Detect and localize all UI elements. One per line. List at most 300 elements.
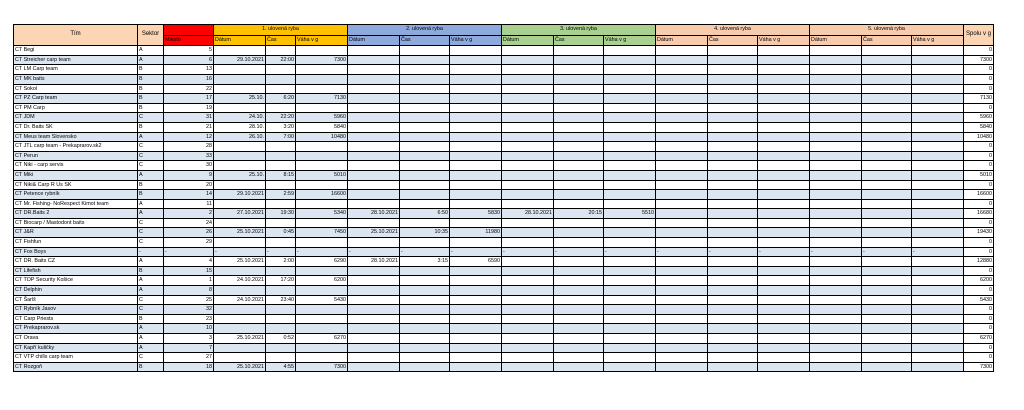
catch4-weight[interactable] xyxy=(758,343,810,353)
catch3-weight[interactable] xyxy=(604,151,656,161)
catch3-weight[interactable] xyxy=(604,122,656,132)
catch4-date[interactable] xyxy=(656,286,708,296)
catch1-time[interactable]: 19:30 xyxy=(266,209,296,219)
total-cell[interactable]: 6200 xyxy=(964,276,994,286)
catch5-time[interactable] xyxy=(862,353,912,363)
team-cell[interactable]: CT Lifefish xyxy=(14,266,138,276)
catch1-date[interactable]: 25.10.2021 xyxy=(214,334,266,344)
catch1-time[interactable]: 7:00 xyxy=(266,132,296,142)
catch3-date[interactable] xyxy=(502,65,554,75)
catch3-weight[interactable] xyxy=(604,314,656,324)
catch3-time[interactable] xyxy=(554,343,604,353)
catch5-time[interactable] xyxy=(862,46,912,56)
catch2-time[interactable] xyxy=(400,84,450,94)
catch3-time[interactable] xyxy=(554,74,604,84)
total-cell[interactable]: 0 xyxy=(964,238,994,248)
catch4-time[interactable] xyxy=(708,65,758,75)
catch2-time[interactable] xyxy=(400,151,450,161)
catch3-weight[interactable] xyxy=(604,218,656,228)
catch2-date[interactable] xyxy=(348,151,400,161)
catch5-date[interactable] xyxy=(810,305,862,315)
sector-cell[interactable]: B xyxy=(138,84,164,94)
catch3-date[interactable] xyxy=(502,190,554,200)
catch2-time[interactable] xyxy=(400,286,450,296)
catch3-time[interactable] xyxy=(554,103,604,113)
catch2-time[interactable] xyxy=(400,295,450,305)
sector-cell[interactable]: B xyxy=(138,362,164,372)
catch4-weight[interactable] xyxy=(758,238,810,248)
sector-cell[interactable]: A xyxy=(138,276,164,286)
place-cell[interactable]: 21 xyxy=(164,122,214,132)
catch2-time[interactable] xyxy=(400,343,450,353)
catch1-time[interactable]: 22:20 xyxy=(266,113,296,123)
catch2-time[interactable] xyxy=(400,142,450,152)
catch4-date[interactable] xyxy=(656,46,708,56)
catch4-time[interactable] xyxy=(708,199,758,209)
catch3-date[interactable] xyxy=(502,305,554,315)
catch3-time[interactable] xyxy=(554,84,604,94)
catch3-time[interactable]: 20:15 xyxy=(554,209,604,219)
catch3-date[interactable] xyxy=(502,170,554,180)
catch5-time[interactable] xyxy=(862,103,912,113)
catch2-weight[interactable] xyxy=(450,132,502,142)
catch5-weight[interactable] xyxy=(912,132,964,142)
catch1-date[interactable]: 28.10. xyxy=(214,122,266,132)
total-cell[interactable]: 7300 xyxy=(964,55,994,65)
catch4-time[interactable] xyxy=(708,122,758,132)
team-cell[interactable]: CT Perun xyxy=(14,151,138,161)
catch2-weight[interactable] xyxy=(450,314,502,324)
catch1-date[interactable]: 26.10. xyxy=(214,132,266,142)
catch1-time[interactable] xyxy=(266,324,296,334)
catch4-date[interactable] xyxy=(656,257,708,267)
catch2-time[interactable] xyxy=(400,324,450,334)
catch2-time[interactable] xyxy=(400,170,450,180)
total-cell[interactable]: 7300 xyxy=(964,362,994,372)
catch4-time[interactable] xyxy=(708,266,758,276)
catch1-time[interactable] xyxy=(266,199,296,209)
catch3-date[interactable] xyxy=(502,218,554,228)
catch3-weight[interactable] xyxy=(604,132,656,142)
catch5-date[interactable] xyxy=(810,103,862,113)
catch1-time[interactable]: 6:20 xyxy=(266,94,296,104)
catch4-weight[interactable] xyxy=(758,65,810,75)
catch2-weight[interactable] xyxy=(450,94,502,104)
catch1-time[interactable]: 8:15 xyxy=(266,170,296,180)
catch4-date[interactable] xyxy=(656,65,708,75)
catch1-time[interactable] xyxy=(266,266,296,276)
catch5-date[interactable] xyxy=(810,314,862,324)
catch3-weight[interactable] xyxy=(604,84,656,94)
catch2-date[interactable]: 28.10.2021 xyxy=(348,257,400,267)
catch4-date[interactable] xyxy=(656,161,708,171)
catch2-weight[interactable] xyxy=(450,324,502,334)
catch4-date[interactable]: - xyxy=(656,247,708,257)
catch2-weight[interactable] xyxy=(450,286,502,296)
catch2-time[interactable] xyxy=(400,314,450,324)
catch1-weight[interactable]: 5430 xyxy=(296,295,348,305)
catch1-date[interactable] xyxy=(214,74,266,84)
catch1-weight[interactable] xyxy=(296,305,348,315)
catch3-time[interactable] xyxy=(554,161,604,171)
catch3-date[interactable] xyxy=(502,55,554,65)
catch3-time[interactable] xyxy=(554,180,604,190)
catch4-date[interactable] xyxy=(656,362,708,372)
catch1-weight[interactable] xyxy=(296,180,348,190)
catch5-weight[interactable] xyxy=(912,55,964,65)
catch1-weight[interactable] xyxy=(296,324,348,334)
catch1-date[interactable] xyxy=(214,238,266,248)
catch1-weight[interactable]: 5340 xyxy=(296,209,348,219)
catch4-weight[interactable] xyxy=(758,209,810,219)
catch3-date[interactable] xyxy=(502,257,554,267)
catch2-date[interactable] xyxy=(348,343,400,353)
catch5-date[interactable] xyxy=(810,238,862,248)
catch5-time[interactable] xyxy=(862,295,912,305)
catch5-date[interactable] xyxy=(810,84,862,94)
catch3-date[interactable] xyxy=(502,132,554,142)
catch4-time[interactable] xyxy=(708,353,758,363)
catch3-time[interactable] xyxy=(554,122,604,132)
total-cell[interactable]: 6270 xyxy=(964,334,994,344)
catch2-time[interactable] xyxy=(400,94,450,104)
catch5-weight[interactable] xyxy=(912,65,964,75)
catch5-date[interactable] xyxy=(810,286,862,296)
catch5-weight[interactable] xyxy=(912,276,964,286)
catch3-weight[interactable] xyxy=(604,324,656,334)
catch3-date[interactable] xyxy=(502,199,554,209)
catch1-date[interactable]: 27.10.2021 xyxy=(214,209,266,219)
catch2-weight[interactable] xyxy=(450,46,502,56)
catch3-date[interactable] xyxy=(502,314,554,324)
catch4-date[interactable] xyxy=(656,103,708,113)
catch2-time[interactable] xyxy=(400,132,450,142)
place-cell[interactable]: 25 xyxy=(164,295,214,305)
total-cell[interactable]: 0 xyxy=(964,324,994,334)
team-cell[interactable]: CT J&R xyxy=(14,228,138,238)
catch5-weight[interactable] xyxy=(912,161,964,171)
catch2-time[interactable]: - xyxy=(400,247,450,257)
catch5-weight[interactable] xyxy=(912,353,964,363)
catch2-time[interactable] xyxy=(400,74,450,84)
catch3-time[interactable] xyxy=(554,238,604,248)
total-cell[interactable]: 0 xyxy=(964,314,994,324)
catch5-date[interactable] xyxy=(810,94,862,104)
catch4-time[interactable] xyxy=(708,94,758,104)
place-cell[interactable]: 29 xyxy=(164,238,214,248)
catch1-time[interactable]: 23:40 xyxy=(266,295,296,305)
place-cell[interactable]: 26 xyxy=(164,228,214,238)
catch4-date[interactable] xyxy=(656,170,708,180)
catch5-weight[interactable] xyxy=(912,190,964,200)
total-cell[interactable]: 16680 xyxy=(964,209,994,219)
catch2-weight[interactable] xyxy=(450,161,502,171)
sector-cell[interactable]: C xyxy=(138,142,164,152)
catch4-time[interactable] xyxy=(708,103,758,113)
catch2-date[interactable] xyxy=(348,238,400,248)
catch2-weight[interactable] xyxy=(450,266,502,276)
total-cell[interactable]: 0 xyxy=(964,103,994,113)
catch3-time[interactable] xyxy=(554,257,604,267)
catch4-time[interactable] xyxy=(708,46,758,56)
team-cell[interactable]: CT TOP Security Košice xyxy=(14,276,138,286)
catch3-weight[interactable] xyxy=(604,74,656,84)
catch3-date[interactable] xyxy=(502,122,554,132)
place-cell[interactable]: - xyxy=(164,247,214,257)
catch3-time[interactable]: - xyxy=(554,247,604,257)
catch5-date[interactable] xyxy=(810,55,862,65)
catch3-time[interactable] xyxy=(554,266,604,276)
catch4-time[interactable] xyxy=(708,324,758,334)
catch5-weight[interactable] xyxy=(912,180,964,190)
catch3-time[interactable] xyxy=(554,324,604,334)
catch5-date[interactable] xyxy=(810,218,862,228)
sector-cell[interactable]: A xyxy=(138,209,164,219)
catch1-date[interactable] xyxy=(214,218,266,228)
catch4-weight[interactable] xyxy=(758,46,810,56)
catch1-weight[interactable] xyxy=(296,142,348,152)
catch4-date[interactable] xyxy=(656,343,708,353)
catch1-weight[interactable] xyxy=(296,266,348,276)
catch2-date[interactable]: 25.10.2021 xyxy=(348,228,400,238)
sector-cell[interactable]: A xyxy=(138,132,164,142)
catch2-weight[interactable] xyxy=(450,142,502,152)
catch1-time[interactable] xyxy=(266,46,296,56)
catch1-weight[interactable]: 5960 xyxy=(296,113,348,123)
catch4-time[interactable] xyxy=(708,151,758,161)
catch2-weight[interactable] xyxy=(450,199,502,209)
catch5-date[interactable] xyxy=(810,170,862,180)
catch2-weight[interactable]: - xyxy=(450,247,502,257)
catch2-time[interactable] xyxy=(400,362,450,372)
total-cell[interactable]: 0 xyxy=(964,161,994,171)
team-cell[interactable]: CT Dr. Baits SK xyxy=(14,122,138,132)
place-cell[interactable]: 9 xyxy=(164,170,214,180)
catch1-time[interactable] xyxy=(266,314,296,324)
total-cell[interactable]: 0 xyxy=(964,266,994,276)
catch5-weight[interactable] xyxy=(912,151,964,161)
total-cell[interactable]: 0 xyxy=(964,84,994,94)
catch3-time[interactable] xyxy=(554,334,604,344)
catch5-time[interactable] xyxy=(862,161,912,171)
catch1-weight[interactable] xyxy=(296,65,348,75)
catch1-time[interactable]: 3:20 xyxy=(266,122,296,132)
catch2-date[interactable]: 28.10.2021 xyxy=(348,209,400,219)
catch4-weight[interactable] xyxy=(758,286,810,296)
sector-cell[interactable]: C xyxy=(138,295,164,305)
catch1-weight[interactable]: 5840 xyxy=(296,122,348,132)
catch4-weight[interactable] xyxy=(758,180,810,190)
catch5-time[interactable] xyxy=(862,190,912,200)
catch2-weight[interactable] xyxy=(450,218,502,228)
catch2-date[interactable] xyxy=(348,218,400,228)
catch1-weight[interactable]: 6290 xyxy=(296,257,348,267)
catch4-date[interactable] xyxy=(656,94,708,104)
catch4-time[interactable] xyxy=(708,257,758,267)
catch2-weight[interactable] xyxy=(450,334,502,344)
sector-cell[interactable]: B xyxy=(138,122,164,132)
place-cell[interactable]: 17 xyxy=(164,94,214,104)
catch1-weight[interactable] xyxy=(296,151,348,161)
catch1-weight[interactable]: 10480 xyxy=(296,132,348,142)
team-cell[interactable]: CT Begi xyxy=(14,46,138,56)
sector-cell[interactable]: B xyxy=(138,266,164,276)
catch2-weight[interactable] xyxy=(450,180,502,190)
catch4-date[interactable] xyxy=(656,142,708,152)
catch4-date[interactable] xyxy=(656,151,708,161)
catch4-time[interactable] xyxy=(708,74,758,84)
catch2-date[interactable] xyxy=(348,122,400,132)
catch3-time[interactable] xyxy=(554,295,604,305)
catch2-date[interactable] xyxy=(348,276,400,286)
catch2-date[interactable] xyxy=(348,334,400,344)
catch4-date[interactable] xyxy=(656,74,708,84)
catch5-weight[interactable] xyxy=(912,362,964,372)
catch5-date[interactable] xyxy=(810,295,862,305)
team-cell[interactable]: CT Niki& Carp R Us SK xyxy=(14,180,138,190)
catch5-weight[interactable] xyxy=(912,218,964,228)
place-cell[interactable]: 30 xyxy=(164,161,214,171)
catch2-date[interactable] xyxy=(348,113,400,123)
catch5-date[interactable] xyxy=(810,353,862,363)
catch2-time[interactable] xyxy=(400,353,450,363)
catch3-date[interactable] xyxy=(502,142,554,152)
catch5-time[interactable] xyxy=(862,238,912,248)
catch4-weight[interactable] xyxy=(758,94,810,104)
catch3-weight[interactable] xyxy=(604,295,656,305)
catch5-time[interactable] xyxy=(862,209,912,219)
total-cell[interactable]: 5010 xyxy=(964,170,994,180)
catch3-time[interactable] xyxy=(554,286,604,296)
catch1-time[interactable]: 22:00 xyxy=(266,55,296,65)
catch2-date[interactable] xyxy=(348,305,400,315)
catch4-weight[interactable] xyxy=(758,132,810,142)
place-cell[interactable]: 31 xyxy=(164,113,214,123)
total-cell[interactable]: 5960 xyxy=(964,113,994,123)
total-cell[interactable]: 0 xyxy=(964,218,994,228)
catch2-time[interactable] xyxy=(400,238,450,248)
catch2-time[interactable] xyxy=(400,190,450,200)
catch1-weight[interactable] xyxy=(296,84,348,94)
catch3-date[interactable] xyxy=(502,180,554,190)
catch2-time[interactable] xyxy=(400,161,450,171)
catch5-date[interactable] xyxy=(810,190,862,200)
place-cell[interactable]: 12 xyxy=(164,132,214,142)
team-cell[interactable]: CT Orava xyxy=(14,334,138,344)
catch4-time[interactable] xyxy=(708,55,758,65)
catch4-time[interactable] xyxy=(708,362,758,372)
catch4-date[interactable] xyxy=(656,266,708,276)
catch4-weight[interactable] xyxy=(758,142,810,152)
catch1-weight[interactable] xyxy=(296,314,348,324)
catch2-time[interactable] xyxy=(400,199,450,209)
catch3-time[interactable] xyxy=(554,94,604,104)
catch5-weight[interactable] xyxy=(912,113,964,123)
team-cell[interactable]: CT Carp Priests xyxy=(14,314,138,324)
catch1-weight[interactable] xyxy=(296,103,348,113)
catch5-time[interactable] xyxy=(862,257,912,267)
catch5-date[interactable] xyxy=(810,324,862,334)
catch3-time[interactable] xyxy=(554,228,604,238)
catch5-weight[interactable] xyxy=(912,199,964,209)
catch2-time[interactable] xyxy=(400,218,450,228)
total-cell[interactable]: 0 xyxy=(964,353,994,363)
place-cell[interactable]: 24 xyxy=(164,218,214,228)
catch1-weight[interactable]: - xyxy=(296,247,348,257)
total-cell[interactable]: 5840 xyxy=(964,122,994,132)
catch3-date[interactable] xyxy=(502,343,554,353)
place-cell[interactable]: 4 xyxy=(164,257,214,267)
catch3-time[interactable] xyxy=(554,218,604,228)
catch1-date[interactable]: 29.10.2021 xyxy=(214,55,266,65)
team-cell[interactable]: CT Rozgoň xyxy=(14,362,138,372)
catch2-weight[interactable] xyxy=(450,65,502,75)
sector-cell[interactable]: A xyxy=(138,170,164,180)
catch4-time[interactable] xyxy=(708,180,758,190)
place-cell[interactable]: 6 xyxy=(164,55,214,65)
total-cell[interactable]: 0 xyxy=(964,286,994,296)
team-cell[interactable]: CT PM Carp xyxy=(14,103,138,113)
catch2-date[interactable] xyxy=(348,103,400,113)
catch4-date[interactable] xyxy=(656,113,708,123)
catch4-time[interactable] xyxy=(708,190,758,200)
catch3-date[interactable] xyxy=(502,324,554,334)
team-cell[interactable]: CT MK baits xyxy=(14,74,138,84)
sector-cell[interactable]: A xyxy=(138,343,164,353)
catch3-time[interactable] xyxy=(554,55,604,65)
place-cell[interactable]: 2 xyxy=(164,209,214,219)
place-cell[interactable]: 32 xyxy=(164,305,214,315)
sector-cell[interactable]: B xyxy=(138,190,164,200)
place-cell[interactable]: 3 xyxy=(164,334,214,344)
catch5-date[interactable] xyxy=(810,334,862,344)
catch5-date[interactable] xyxy=(810,46,862,56)
catch4-date[interactable] xyxy=(656,295,708,305)
catch1-weight[interactable]: 7300 xyxy=(296,55,348,65)
catch1-time[interactable] xyxy=(266,305,296,315)
sector-cell[interactable]: C xyxy=(138,238,164,248)
catch2-weight[interactable] xyxy=(450,276,502,286)
catch2-weight[interactable]: 11980 xyxy=(450,228,502,238)
sector-cell[interactable]: A xyxy=(138,324,164,334)
catch1-date[interactable] xyxy=(214,286,266,296)
catch3-weight[interactable] xyxy=(604,343,656,353)
catch2-time[interactable] xyxy=(400,55,450,65)
catch4-weight[interactable] xyxy=(758,305,810,315)
catch2-time[interactable] xyxy=(400,65,450,75)
sector-cell[interactable]: C xyxy=(138,228,164,238)
catch5-weight[interactable] xyxy=(912,94,964,104)
catch3-weight[interactable] xyxy=(604,190,656,200)
catch5-time[interactable] xyxy=(862,65,912,75)
catch4-date[interactable] xyxy=(656,334,708,344)
total-cell[interactable]: 19430 xyxy=(964,228,994,238)
catch2-date[interactable] xyxy=(348,353,400,363)
catch3-date[interactable] xyxy=(502,362,554,372)
catch5-date[interactable]: - xyxy=(810,247,862,257)
catch2-weight[interactable] xyxy=(450,113,502,123)
total-cell[interactable]: 0 xyxy=(964,142,994,152)
catch2-date[interactable] xyxy=(348,190,400,200)
sector-cell[interactable]: C xyxy=(138,305,164,315)
catch2-weight[interactable] xyxy=(450,305,502,315)
catch5-time[interactable] xyxy=(862,324,912,334)
catch3-time[interactable] xyxy=(554,170,604,180)
catch3-time[interactable] xyxy=(554,190,604,200)
catch1-weight[interactable]: 16600 xyxy=(296,190,348,200)
catch5-weight[interactable] xyxy=(912,170,964,180)
catch1-time[interactable] xyxy=(266,74,296,84)
